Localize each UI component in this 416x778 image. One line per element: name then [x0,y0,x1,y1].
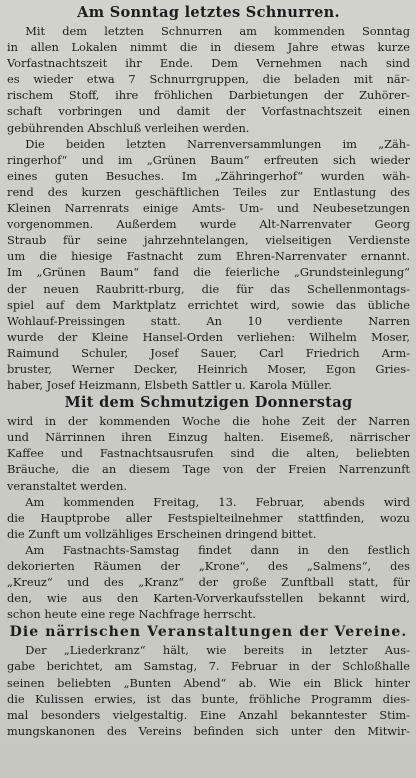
text-line: die Hauptprobe aller Festspielteilnehmer stattfinden, wozu [7,510,410,525]
section-heading-vereine: Die närrischen Veranstaltungen der Vereine. [9,624,408,641]
text-line: in allen Lokalen nimmt die in diesem Jahre etwas kurze [7,40,410,55]
text-line: die Zunft um vollzähliges Erscheinen dringend bittet. [7,526,317,541]
text-line: mal besonders vielgestaltig. Eine Anzahl bekanntester Stim- [7,707,410,722]
text-line: ringerhof“ und im „Grünen Baum“ erfreuten sich wieder [7,152,410,167]
text-line: schaft vorbringen und damit der Vorfastnachtszeit einen [7,104,410,119]
text-line: Straub für seine jahrzehntelangen, vielseitigen Verdienste [7,233,410,248]
text-line: Wohlauf-Preissingen statt. An 10 verdiente Narren [7,313,410,328]
text-line: spiel auf dem Marktplatz errichtet wird, sowie das übliche [7,297,410,312]
text-line: Mit dem letzten Schnurren am kommenden Sonntag [25,24,410,38]
text-line: Vorfastnachtszeit ihr Ende. Dem Vernehmen nach sind [7,56,410,71]
text-line: veranstaltet werden. [7,478,128,493]
text-line: um die hiesige Fastnacht zum Ehren-Narrenvater ernannt. [7,249,410,264]
text-line: den, wie aus den Karten-Vorverkaufsstellen bekannt wird, [7,591,410,606]
text-line: Die beiden letzten Narrenversammlungen im „Zäh- [25,136,410,151]
text-line: gabe berichtet, am Samstag, 7. Februar in der Schloßhalle [7,659,410,674]
text-line: der neuen Raubritt-rburg, die für das Schellenmontags- [7,281,410,296]
text-line: haber, Josef Heizmann, Elsbeth Sattler u. Karola Müller. [7,378,332,393]
text-line: seinen beliebten „Bunten Abend“ ab. Wie ein Blick hinter [7,675,410,690]
text-line: mungskanonen des Vereins befinden sich unter den Mitwir- [7,723,410,738]
paragraph-schnurren-intro [7,23,410,136]
text-line: vorgenommen. Außerdem wurde Alt-Narrenvater Georg [7,217,410,232]
text-line: Der „Liederkranz“ hält, wie bereits in letzter Aus- [25,643,410,658]
text-line: wird in der kommenden Woche die hohe Zeit der Narren [7,414,410,429]
text-line: die Kulissen erwies, ist das bunte, fröhliche Programm dies- [7,691,410,706]
text-line: „Kreuz“ und des „Kranz“ der große Zunftball statt, für [7,575,410,590]
text-line: Am kommenden Freitag, 13. Februar, abends wird [25,494,410,509]
text-line: rend des kurzen geschäftlichen Teiles zur Entlastung des [7,184,410,199]
text-line: gebührenden Abschluß verleihen werden. [7,120,250,135]
text-line: Kaffee und Fastnachtsausrufen sind die alten, beliebten [7,446,410,461]
section-heading-schnurren: Am Sonntag letztes Schnurren. [77,4,340,21]
paragraph-hauptprobe [7,494,410,542]
text-line: Kleinen Narrenrats einige Amts- Um- und Neubesetzungen [7,201,410,216]
paragraph-donnerstag [7,413,410,493]
text-line: eines guten Besuches. Im „Zähringerhof“ wurden wäh- [7,168,410,183]
paragraph-zunftball [7,542,410,622]
text-line: Am Fastnachts-Samstag findet dann in den festlich [25,542,410,557]
text-line: Bräuche, die an diesem Tage von der Freien Narrenzunft [7,462,410,477]
text-line: Raimund Schuler, Josef Sauer, Carl Friedrich Arm- [7,345,410,360]
text-line: bruster, Werner Decker, Heinrich Moser, Egon Gries- [7,361,410,376]
section-heading-donnerstag: Mit dem Schmutzigen Donnerstag [64,394,353,412]
text-line: es wieder etwa 7 Schnurrgruppen, die beladen mit när- [7,72,410,87]
paragraph-narrenversammlungen [7,136,410,394]
paragraph-liederkranz [7,642,410,739]
text-line: dekorierten Räumen der „Krone“, des „Salmens“, des [7,559,410,573]
text-line: und Närrinnen ihren Einzug halten. Eisemeß, närrischer [7,430,410,445]
text-line: schon heute eine rege Nachfrage herrscht. [7,607,256,622]
text-line: wurde der Kleine Hansel-Orden verliehen: Wilhelm Moser, [7,329,410,344]
text-line: rischem Stoff, ihre fröhlichen Darbietungen der Zuhörer- [7,88,410,103]
text-line: Im „Grünen Baum“ fand die feierliche „Grundsteinlegung“ [7,265,410,280]
